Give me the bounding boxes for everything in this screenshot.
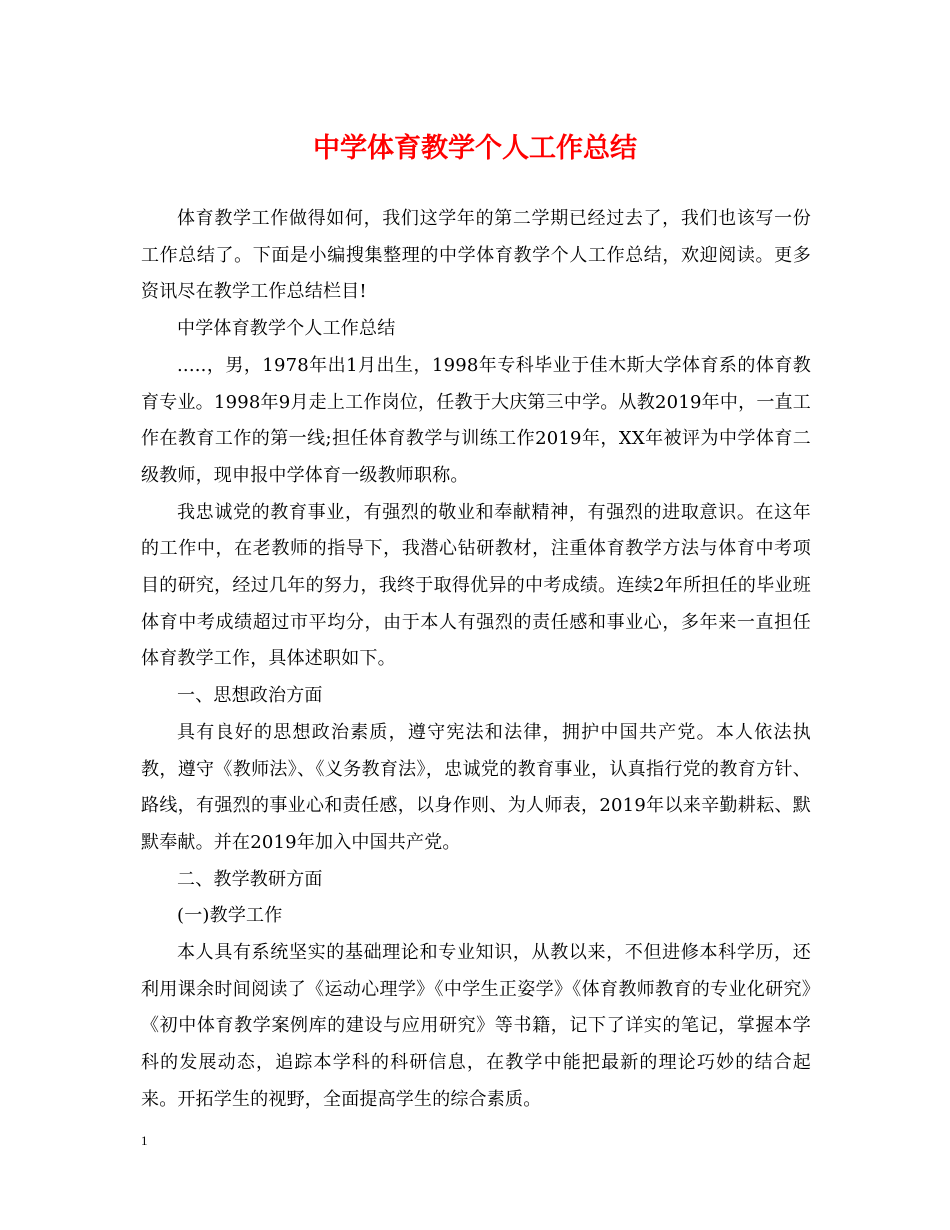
- subsection-heading-teaching: (一)教学工作: [177, 905, 283, 927]
- section-heading-teaching-research: 二、教学教研方面: [177, 868, 323, 890]
- intro-paragraph: 体育教学工作做得如何，我们这学年的第二学期已经过去了，我们也该写一份工作总结了。下面是小编搜集整理的中学体育教学个人工作总结，欢迎阅读。更多资讯尽在教学工作总结栏目!: [141, 208, 811, 303]
- section-heading-politics: 一、思想政治方面: [177, 685, 323, 707]
- dedication-paragraph: 我忠诚党的教育事业，有强烈的敬业和奉献精神，有强烈的进取意识。在这年的工作中，在老教师的指导下，我潜心钻研教材，注重体育教学方法与体育中考项目的研究，经过几年的努力，我终于取得优异的中考成绩。连续2年所担任的毕业班体育中考成绩超过市平均分，由于本人有强烈的责任感和事业心，多年来一直担任体育教学工作，具体述职如下。: [141, 501, 811, 670]
- teaching-paragraph: 本人具有系统坚实的基础理论和专业知识，从教以来，不但进修本科学历，还利用课余时间阅读了《运动心理学》《中学生正姿学》《体育教师教育的专业化研究》《初中体育教学案例库的建设与应用研究》等书籍，记下了详实的笔记，掌握本学科的发展动态，追踪本学科的科研信息，在教学中能把最新的理论巧妙的结合起来。开拓学生的视野，全面提高学生的综合素质。: [141, 942, 811, 1110]
- document-body: [141, 201, 811, 1119]
- page-number: 1: [141, 1133, 148, 1148]
- page-title: 中学体育教学个人工作总结: [313, 133, 637, 164]
- politics-paragraph: 具有良好的思想政治素质，遵守宪法和法律，拥护中国共产党。本人依法执教，遵守《教师法》、《义务教育法》，忠诚党的教育事业，认真指行党的教育方针、路线，有强烈的事业心和责任感，以身作则、为人师表，2019年以来辛勤耕耘、默默奉献。并在2019年加入中国共产党。: [141, 721, 811, 853]
- personal-info-paragraph: .....，男，1978年出1月出生，1998年专科毕业于佳木斯大学体育系的体育教育专业。1998年9月走上工作岗位，任教于大庆第三中学。从教2019年中，一直工作在教育工作的第一线;担任体育教学与训练工作2019年，XX年被评为中学体育二级教师，现申报中学体育一级教师职称。: [141, 354, 811, 486]
- section-heading-title: 中学体育教学个人工作总结: [177, 318, 396, 340]
